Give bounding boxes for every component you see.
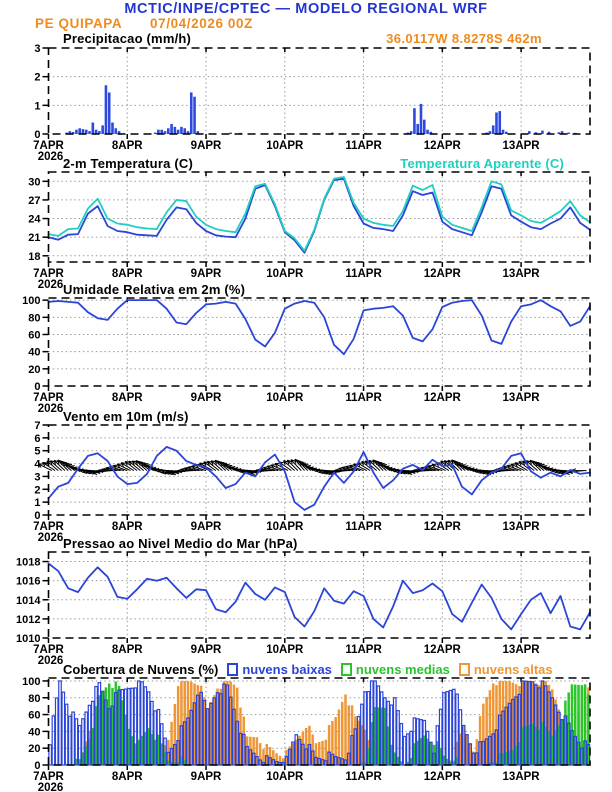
x-tick-label: 9APR — [190, 392, 222, 404]
panel-clouds — [22, 676, 590, 792]
x-tick-label: 11APR — [345, 521, 382, 533]
nuvens-baixas-bar — [403, 736, 406, 765]
x-tick-label: 7APR — [33, 392, 64, 404]
x-tick-label: 12APR — [423, 771, 461, 783]
x-tick-label: 11APR — [345, 392, 382, 404]
precip-bar — [108, 92, 111, 134]
y-tick-label: 80 — [28, 692, 41, 705]
panel-precip — [33, 43, 590, 163]
x-tick-label: 8APR — [111, 771, 143, 783]
x-tick-label: 12APR — [423, 644, 461, 656]
precip-bar — [88, 131, 91, 134]
y-tick-label: 27 — [28, 194, 41, 207]
precip-bar — [183, 128, 186, 134]
nuvens-altas-bar — [338, 710, 341, 765]
y-tick-label: 4 — [34, 458, 41, 471]
y-tick-label: 0 — [34, 510, 41, 522]
precip-bar — [167, 128, 170, 134]
x-tick-label: 10APR — [266, 268, 304, 280]
y-tick-label: 60 — [28, 709, 41, 722]
x-tick-label: 13APR — [502, 140, 540, 152]
x-tick-label: 13APR — [502, 521, 540, 533]
x-tick-label: 8APR — [111, 392, 143, 404]
low-clouds-swatch-icon — [227, 663, 238, 676]
y-tick-label: 1 — [34, 497, 41, 510]
y-tick-label: 0 — [34, 129, 41, 141]
x-tick-label: 9APR — [190, 521, 222, 533]
panel-title-humidity: Umidade Relativa em 2m (%) — [63, 282, 246, 297]
x-tick-label: 13APR — [502, 268, 540, 280]
precip-bar — [505, 132, 508, 134]
panel-title-wind: Vento em 10m (m/s) — [63, 409, 189, 424]
y-tick-label: 30 — [28, 176, 41, 189]
precip-bar — [492, 125, 495, 134]
y-tick-label: 3 — [34, 471, 41, 484]
panel-border — [49, 48, 591, 134]
nuvens-baixas-bar — [55, 698, 58, 765]
panel-title-precipitation: Precipitacao (mm/h) — [63, 31, 192, 46]
y-tick-label: 1012 — [16, 613, 41, 626]
x-tick-label: 7APR — [33, 140, 64, 152]
panel-temp — [28, 172, 590, 291]
y-tick-label: 60 — [28, 329, 41, 342]
nuvens-baixas-bar — [52, 716, 55, 765]
precip-bar — [541, 131, 544, 134]
x-tick-label: 7APR — [33, 521, 64, 533]
nuvens-baixas-bar — [443, 693, 446, 765]
precip-bar — [154, 133, 157, 134]
x-tick-label: 8APR — [111, 268, 143, 280]
panel-title-apparent-temperature: Temperatura Aparente (C) — [400, 156, 564, 171]
year-label: 2026 — [37, 655, 64, 667]
y-tick-label: 2 — [34, 484, 41, 497]
x-tick-label: 10APR — [266, 392, 304, 404]
nuvens-baixas-bar — [59, 681, 62, 765]
run-datetime: 07/04/2026 00Z — [150, 16, 253, 31]
high-clouds-swatch-icon — [459, 663, 470, 676]
x-tick-label: 13APR — [502, 771, 540, 783]
panel-title-pressure: Pressao ao Nivel Medio do Mar (hPa) — [63, 536, 298, 551]
precip-bar — [567, 133, 570, 134]
y-tick-label: 3 — [34, 43, 41, 55]
precip-bar — [420, 104, 423, 134]
umidade-relativa-line — [49, 300, 591, 354]
year-label: 2026 — [37, 279, 64, 291]
x-tick-label: 7APR — [33, 771, 64, 783]
y-tick-label: 7 — [34, 420, 41, 432]
x-tick-label: 11APR — [345, 771, 382, 783]
x-tick-label: 12APR — [423, 392, 461, 404]
precip-bar — [105, 85, 108, 134]
y-tick-label: 40 — [28, 726, 41, 739]
precip-bar — [180, 127, 183, 134]
x-tick-label: 13APR — [502, 392, 540, 404]
precip-bar — [423, 120, 426, 134]
nuvens-baixas-bar — [449, 690, 452, 765]
y-tick-label: 21 — [28, 232, 41, 245]
precip-bar — [426, 130, 429, 134]
precip-bar — [416, 124, 419, 134]
y-tick-label: 1016 — [16, 575, 41, 588]
nuvens-baixas-bar — [397, 711, 400, 765]
panel-humidity — [22, 295, 590, 415]
year-label: 2026 — [37, 151, 64, 163]
x-tick-label: 10APR — [266, 644, 304, 656]
station-name: PE QUIPAPA — [35, 16, 123, 31]
year-label: 2026 — [37, 403, 64, 415]
x-tick-label: 9APR — [190, 644, 222, 656]
x-tick-label: 7APR — [33, 268, 64, 280]
y-tick-label: 20 — [28, 363, 41, 376]
precip-bar — [193, 97, 196, 134]
y-tick-label: 1018 — [16, 556, 41, 569]
legend-item-low-clouds: nuvens baixas — [227, 662, 332, 677]
cloud-legend-row — [63, 662, 553, 677]
y-tick-label: 6 — [34, 432, 41, 445]
nuvens-baixas-bar — [75, 719, 78, 765]
year-label: 2026 — [37, 782, 64, 792]
precip-bar — [75, 130, 78, 134]
nuvens-baixas-bar — [69, 716, 72, 765]
y-tick-label: 100 — [22, 295, 41, 308]
precip-bar — [413, 108, 416, 134]
y-tick-label: 20 — [28, 743, 41, 756]
y-tick-label: 2 — [34, 71, 41, 84]
x-tick-label: 8APR — [111, 644, 143, 656]
x-tick-label: 12APR — [423, 268, 461, 280]
x-tick-label: 7APR — [33, 644, 64, 656]
y-tick-label: 80 — [28, 312, 41, 325]
nuvens-baixas-bar — [65, 704, 68, 765]
precip-bar — [101, 125, 104, 134]
precip-bar — [111, 123, 114, 134]
nuvens-baixas-bar — [400, 724, 403, 765]
precip-bar — [92, 123, 95, 134]
year-label: 2026 — [37, 532, 64, 544]
x-tick-label: 10APR — [266, 521, 304, 533]
x-tick-label: 11APR — [345, 268, 382, 280]
y-tick-label: 0 — [34, 760, 41, 772]
nuvens-baixas-bar — [407, 734, 410, 765]
x-tick-label: 9APR — [190, 771, 222, 783]
y-tick-label: 100 — [22, 675, 41, 688]
nuvens-baixas-bar — [72, 712, 75, 765]
station-location: 36.0117W 8.8278S 462m — [386, 31, 542, 46]
x-tick-label: 10APR — [266, 140, 304, 152]
precip-bar — [190, 92, 193, 134]
x-tick-label: 9APR — [190, 268, 222, 280]
y-tick-label: 24 — [28, 213, 41, 226]
x-tick-label: 8APR — [111, 140, 143, 152]
x-tick-label: 12APR — [423, 521, 461, 533]
x-tick-label: 8APR — [111, 521, 143, 533]
temperatura-aparente-line — [49, 177, 591, 251]
nuvens-baixas-bar — [62, 692, 64, 765]
precip-bar — [78, 128, 81, 134]
y-tick-label: 18 — [28, 250, 41, 263]
y-tick-label: 1010 — [16, 633, 41, 645]
nuvens-altas-bar — [344, 694, 347, 765]
pressao-nivel-mar-line — [49, 564, 591, 630]
panel-title-temperature: 2-m Temperatura (C) — [63, 156, 193, 171]
page-title: MCTIC/INPE/CPTEC — MODELO REGIONAL WRF — [124, 1, 488, 17]
x-tick-label: 11APR — [345, 644, 382, 656]
panel-wind — [33, 420, 590, 544]
x-tick-label: 11APR — [345, 140, 382, 152]
precip-bar — [229, 133, 232, 134]
mid-clouds-swatch-icon — [341, 663, 352, 676]
panel-pressure — [16, 552, 590, 667]
nuvens-baixas-bar — [453, 689, 456, 765]
nuvens-baixas-bar — [446, 692, 449, 765]
precip-bar — [174, 127, 177, 134]
legend-item-high-clouds: nuvens altas — [459, 662, 553, 677]
vento-10m-line — [49, 447, 591, 510]
x-tick-label: 12APR — [423, 140, 461, 152]
x-tick-label: 9APR — [190, 140, 222, 152]
precip-bar — [495, 113, 498, 135]
y-tick-label: 1 — [34, 100, 41, 113]
x-tick-label: 13APR — [502, 644, 540, 656]
precip-bar — [498, 111, 501, 134]
y-tick-label: 1014 — [16, 594, 41, 607]
precip-bar — [170, 124, 173, 134]
y-tick-label: 5 — [34, 445, 41, 458]
x-tick-label: 10APR — [266, 771, 304, 783]
y-tick-label: 40 — [28, 346, 41, 359]
nuvens-altas-bar — [341, 702, 344, 765]
panel-border — [49, 552, 591, 638]
precip-bar — [114, 128, 117, 134]
panel-title-clouds: Cobertura de Nuvens (%) — [63, 662, 219, 677]
y-tick-label: 0 — [34, 381, 41, 393]
legend-item-mid-clouds: nuvens medias — [341, 662, 450, 677]
